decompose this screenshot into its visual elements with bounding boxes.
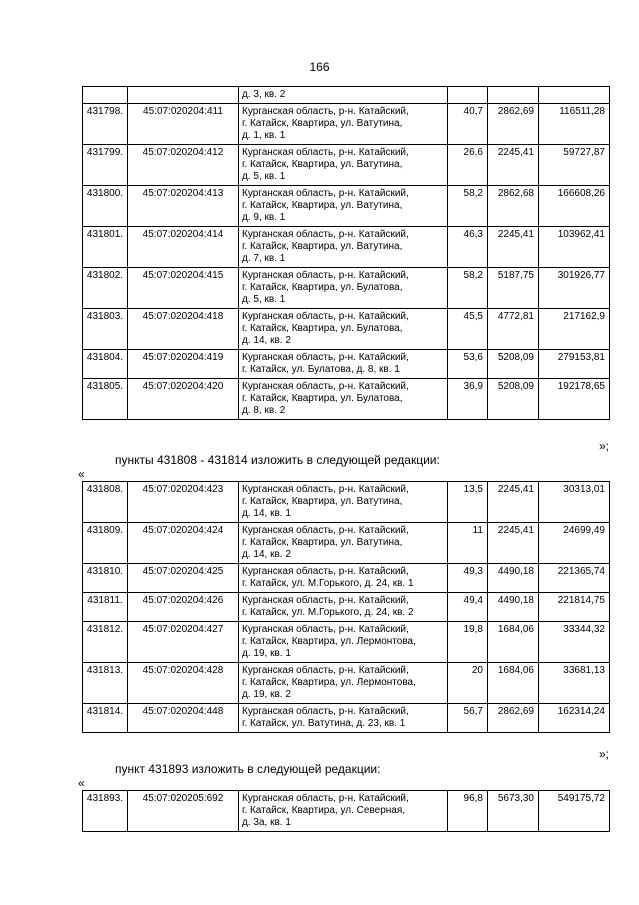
table-row [83,350,610,379]
table-row [83,523,610,564]
unit-price-cell: 4490,18 [488,593,539,622]
address-line: д. 5, кв. 1 [242,294,286,305]
area-value-cell: 53,6 [448,350,488,379]
opening-quote-2: « [78,776,85,790]
address-cell [239,145,448,186]
total-value-cell: 221365,74 [539,564,610,593]
address-cell [239,704,448,733]
area-value-cell: 45,5 [448,309,488,350]
item-number-cell: 431809. [83,523,128,564]
area-value-cell: 36,9 [448,379,488,420]
item-number-cell: 431813. [83,663,128,704]
paragraph-items-431808-431814: пункты 431808 - 431814 изложить в следующей редакции: [115,453,440,467]
address-cell [239,268,448,309]
cadastral-number-cell: 45:07:020204:420 [128,379,239,420]
table-row [83,227,610,268]
cadastral-number-cell: 45:07:020204:414 [128,227,239,268]
table-row [83,145,610,186]
address-cell [239,622,448,663]
item-number-cell [83,87,128,104]
item-number-cell: 431804. [83,350,128,379]
cadastral-number-cell: 45:07:020204:423 [128,482,239,523]
table-row [83,564,610,593]
table-row [83,482,610,523]
address-line: г. Катайск, Квартира, ул. Ватутина, [242,118,403,129]
area-value-cell: 19,8 [448,622,488,663]
item-number-cell: 431802. [83,268,128,309]
address-line: Курганская область, р-н. Катайский, [242,106,409,117]
address-line: Курганская область, р-н. Катайский, [242,311,409,322]
address-line: г. Катайск, ул. Булатова, д. 8, кв. 1 [242,364,400,375]
address-line: д. 9, кв. 1 [242,212,286,223]
unit-price-cell: 2245,41 [488,482,539,523]
table-row [83,704,610,733]
item-number-cell: 431808. [83,482,128,523]
address-line: Курганская область, р-н. Катайский, [242,566,409,577]
cadastral-number-cell: 45:07:020204:418 [128,309,239,350]
address-line: Курганская область, р-н. Катайский, [242,270,409,281]
item-number-cell: 431893. [83,791,128,832]
address-line: г. Катайск, Квартира, ул. Ватутина, [242,537,403,548]
total-value-cell: 162314,24 [539,704,610,733]
address-line: Курганская область, р-н. Катайский, [242,525,409,536]
unit-price-cell: 2245,41 [488,523,539,564]
unit-price-cell: 1684,06 [488,622,539,663]
closing-quote-1: »; [598,439,609,453]
address-line: Курганская область, р-н. Катайский, [242,147,409,158]
area-value-cell: 58,2 [448,186,488,227]
address-line: Курганская область, р-н. Катайский, [242,793,409,804]
total-value-cell: 221814,75 [539,593,610,622]
total-value-cell: 116511,28 [539,104,610,145]
unit-price-cell: 5187,75 [488,268,539,309]
address-cell [239,663,448,704]
address-line: Курганская область, р-н. Катайский, [242,352,409,363]
address-cell [239,227,448,268]
item-number-cell: 431814. [83,704,128,733]
item-number-cell: 431805. [83,379,128,420]
address-line: д. 7, кв. 1 [242,253,286,264]
area-value-cell [448,87,488,104]
unit-price-cell: 4772,81 [488,309,539,350]
total-value-cell: 279153,81 [539,350,610,379]
cadastral-number-cell: 45:07:020204:419 [128,350,239,379]
total-value-cell [539,87,610,104]
table-row [83,622,610,663]
opening-quote-1: « [78,467,85,481]
total-value-cell: 30313,01 [539,482,610,523]
total-value-cell: 33681,13 [539,663,610,704]
unit-price-cell [488,87,539,104]
total-value-cell: 103962,41 [539,227,610,268]
table-body [83,791,610,832]
table-body [83,87,610,420]
page-number: 166 [309,60,330,74]
address-line: Курганская область, р-н. Катайский, [242,229,409,240]
area-value-cell: 56,7 [448,704,488,733]
cadastral-number-cell: 45:07:020204:424 [128,523,239,564]
address-line: г. Катайск, Квартира, ул. Ватутина, [242,241,403,252]
cadastral-number-cell: 45:07:020204:426 [128,593,239,622]
property-table-2 [82,481,610,733]
unit-price-cell: 2245,41 [488,227,539,268]
address-cell [239,482,448,523]
paragraph-item-431893: пункт 431893 изложить в следующей редакции: [115,762,381,776]
table-row [83,309,610,350]
address-line: г. Катайск, Квартира, ул. Северная, [242,805,406,816]
total-value-cell: 192178,65 [539,379,610,420]
address-line: Курганская область, р-н. Катайский, [242,188,409,199]
total-value-cell: 33344,32 [539,622,610,663]
address-line: г. Катайск, Квартира, ул. Булатова, [242,393,403,404]
address-line: д. 3, кв. 2 [242,89,286,100]
cadastral-number-cell: 45:07:020204:413 [128,186,239,227]
address-line: Курганская область, р-н. Катайский, [242,624,409,635]
address-line: д. 14, кв. 2 [242,335,291,346]
address-cell [239,309,448,350]
address-line: г. Катайск, Квартира, ул. Лермонтова, [242,677,416,688]
area-value-cell: 26,6 [448,145,488,186]
address-line: г. Катайск, Квартира, ул. Ватутина, [242,200,403,211]
address-line: Курганская область, р-н. Катайский, [242,484,409,495]
unit-price-cell: 2862,69 [488,704,539,733]
item-number-cell: 431801. [83,227,128,268]
address-line: г. Катайск, Квартира, ул. Ватутина, [242,496,403,507]
item-number-cell: 431803. [83,309,128,350]
address-line: г. Катайск, ул. Ватутина, д. 23, кв. 1 [242,718,406,729]
address-line: д. 14, кв. 2 [242,549,291,560]
address-cell [239,523,448,564]
address-line: г. Катайск, Квартира, ул. Лермонтова, [242,636,416,647]
total-value-cell: 166608,26 [539,186,610,227]
address-line: д. 1, кв. 1 [242,130,286,141]
address-cell [239,350,448,379]
area-value-cell: 46,3 [448,227,488,268]
address-cell [239,564,448,593]
item-number-cell: 431798. [83,104,128,145]
area-value-cell: 49,3 [448,564,488,593]
area-value-cell: 58,2 [448,268,488,309]
address-line: г. Катайск, ул. М.Горького, д. 24, кв. 2 [242,607,414,618]
address-line: д. 14, кв. 1 [242,508,291,519]
area-value-cell: 40,7 [448,104,488,145]
item-number-cell: 431800. [83,186,128,227]
closing-quote-2: »; [598,747,609,761]
unit-price-cell: 4490,18 [488,564,539,593]
address-line: г. Катайск, ул. М.Горького, д. 24, кв. 1 [242,578,414,589]
address-cell [239,379,448,420]
area-value-cell: 96,8 [448,791,488,832]
item-number-cell: 431811. [83,593,128,622]
unit-price-cell: 5208,09 [488,350,539,379]
total-value-cell: 24699,49 [539,523,610,564]
total-value-cell: 549175,72 [539,791,610,832]
total-value-cell: 301926,77 [539,268,610,309]
property-table-1 [82,86,610,420]
address-line: д. 19, кв. 2 [242,689,291,700]
item-number-cell: 431810. [83,564,128,593]
item-number-cell: 431799. [83,145,128,186]
address-cell [239,87,448,104]
area-value-cell: 11 [448,523,488,564]
address-line: д. 3а, кв. 1 [242,817,291,828]
area-value-cell: 20 [448,663,488,704]
cadastral-number-cell: 45:07:020204:411 [128,104,239,145]
address-cell [239,186,448,227]
table-row [83,186,610,227]
cadastral-number-cell: 45:07:020204:415 [128,268,239,309]
area-value-cell: 13,5 [448,482,488,523]
table-row [83,104,610,145]
table-row [83,663,610,704]
unit-price-cell: 5208,09 [488,379,539,420]
table-body [83,482,610,733]
address-line: Курганская область, р-н. Катайский, [242,595,409,606]
unit-price-cell: 2862,68 [488,186,539,227]
unit-price-cell: 2245,41 [488,145,539,186]
address-line: д. 5, кв. 1 [242,171,286,182]
total-value-cell: 217162,9 [539,309,610,350]
cadastral-number-cell: 45:07:020204:448 [128,704,239,733]
table-row [83,379,610,420]
address-cell [239,791,448,832]
address-line: г. Катайск, Квартира, ул. Булатова, [242,323,403,334]
address-line: Курганская область, р-н. Катайский, [242,381,409,392]
cadastral-number-cell: 45:07:020204:427 [128,622,239,663]
cadastral-number-cell: 45:07:020204:428 [128,663,239,704]
unit-price-cell: 1684,06 [488,663,539,704]
cadastral-number-cell: 45:07:020204:425 [128,564,239,593]
table-row [83,791,610,832]
address-line: Курганская область, р-н. Катайский, [242,706,409,717]
cadastral-number-cell: 45:07:020205:692 [128,791,239,832]
address-line: д. 8, кв. 2 [242,405,286,416]
unit-price-cell: 2862,69 [488,104,539,145]
address-line: г. Катайск, Квартира, ул. Булатова, [242,282,403,293]
property-table-3 [82,790,610,832]
table-row [83,87,610,104]
item-number-cell: 431812. [83,622,128,663]
table-row [83,268,610,309]
address-line: д. 19, кв. 1 [242,648,291,659]
unit-price-cell: 5673,30 [488,791,539,832]
address-cell [239,593,448,622]
address-line: Курганская область, р-н. Катайский, [242,665,409,676]
table-row [83,593,610,622]
total-value-cell: 59727,87 [539,145,610,186]
address-cell [239,104,448,145]
cadastral-number-cell: 45:07:020204:412 [128,145,239,186]
address-line: г. Катайск, Квартира, ул. Ватутина, [242,159,403,170]
cadastral-number-cell [128,87,239,104]
area-value-cell: 49,4 [448,593,488,622]
